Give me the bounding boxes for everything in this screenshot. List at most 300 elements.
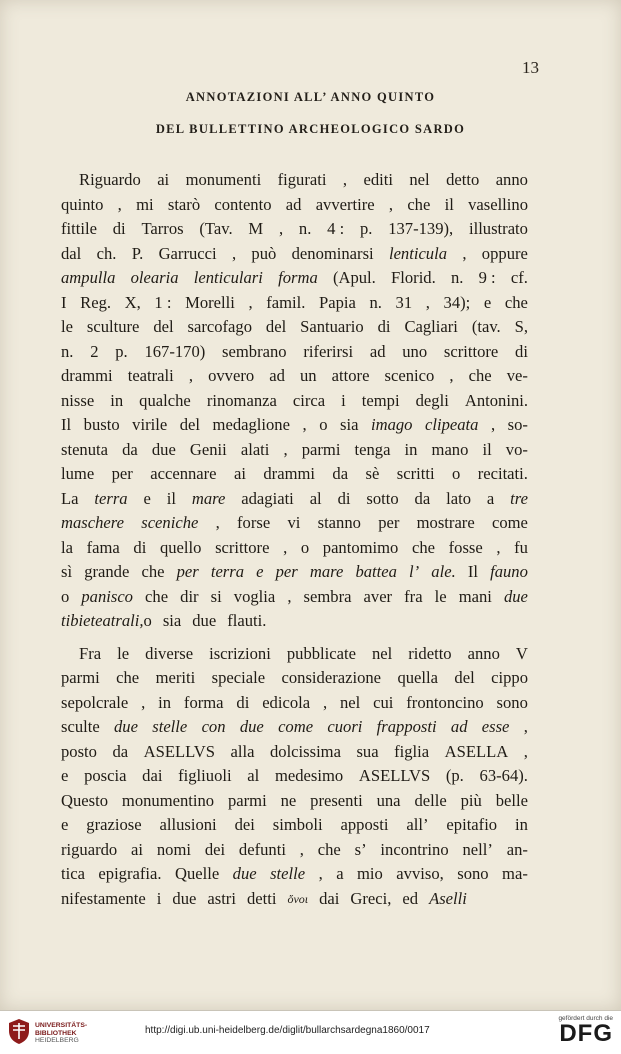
- word: a: [336, 864, 344, 883]
- word: ai: [157, 170, 170, 189]
- word: ,: [117, 194, 122, 214]
- word: degli: [415, 390, 449, 410]
- word: epitafio: [446, 815, 498, 834]
- word: pubblicate: [286, 643, 356, 663]
- word: scritti: [396, 464, 435, 483]
- word: ,: [299, 839, 304, 859]
- word: dir: [180, 586, 199, 606]
- word: fra: [404, 586, 423, 606]
- word: ve-: [506, 366, 528, 385]
- word: ai: [131, 839, 144, 859]
- word: n.: [369, 292, 382, 312]
- word: adagiati: [241, 488, 294, 508]
- word: dai: [142, 766, 163, 785]
- text-line: [61, 642, 528, 667]
- word: quinto: [61, 194, 104, 214]
- text-line: [61, 666, 528, 691]
- word: più: [460, 790, 482, 810]
- word: lume: [61, 464, 95, 483]
- word: 137-139),: [388, 219, 454, 238]
- word: anno: [495, 170, 528, 189]
- word: avvertire: [315, 194, 375, 214]
- word: da: [332, 464, 349, 483]
- word: detto: [446, 170, 480, 189]
- viewer-footer: [0, 1010, 621, 1054]
- text-line: [61, 291, 528, 316]
- word: l’: [409, 562, 420, 581]
- permalink-url[interactable]: http://digi.ub.uni-heidelberg.de/diglit/bullarchsardegna1860/0017: [145, 1025, 430, 1036]
- word: pantomimo: [322, 537, 399, 557]
- word: ,: [287, 586, 292, 606]
- word: quello: [159, 537, 202, 557]
- word: che: [145, 586, 169, 606]
- word: ,: [322, 692, 328, 712]
- word: Quelle: [174, 864, 220, 883]
- word: ,: [449, 366, 454, 385]
- word: vi: [287, 513, 301, 532]
- word: ne: [280, 790, 297, 810]
- word: Aselli: [429, 888, 467, 908]
- library-name-line1: UNIVERSITÄTS-: [35, 1022, 88, 1029]
- word: i: [156, 888, 162, 908]
- word: e: [143, 488, 151, 508]
- word: Reg.: [80, 292, 112, 312]
- word: voglia: [233, 586, 276, 606]
- word: aver: [363, 586, 393, 606]
- word: ,: [248, 292, 253, 312]
- word: ,: [318, 864, 323, 883]
- word: busto: [83, 415, 120, 434]
- word: graziose: [86, 815, 142, 834]
- word: che: [317, 839, 341, 859]
- word: n.: [450, 268, 464, 287]
- word: che: [116, 668, 140, 687]
- word: di: [377, 317, 391, 336]
- word: di: [133, 537, 147, 557]
- word: ,: [342, 170, 348, 189]
- word: edicola: [262, 692, 311, 712]
- word: due: [503, 586, 528, 606]
- text-line: [61, 609, 528, 634]
- word: apposti: [340, 815, 389, 834]
- word: ad: [269, 366, 285, 385]
- word: meriti: [155, 668, 196, 687]
- word: stanno: [317, 513, 361, 532]
- word: Riguardo: [79, 170, 141, 189]
- word: vo-: [505, 439, 528, 459]
- word: ed: [402, 888, 419, 908]
- word: X,: [124, 292, 141, 312]
- word: teatrali: [127, 366, 174, 385]
- word: che: [504, 292, 528, 312]
- word: an-: [506, 839, 528, 859]
- text-line: [61, 887, 528, 912]
- word: sua: [356, 741, 379, 761]
- word: due: [232, 864, 257, 883]
- word: sono: [457, 864, 489, 883]
- word: cippo: [491, 668, 528, 687]
- word: Genii: [189, 439, 227, 459]
- word: ,: [302, 415, 307, 434]
- word: Fra: [79, 643, 102, 663]
- word: famil.: [266, 292, 306, 312]
- word: sono: [496, 692, 528, 712]
- text-line: [61, 691, 528, 716]
- word: ASELLVS: [143, 741, 215, 761]
- word: virile: [132, 415, 168, 434]
- word: del: [454, 668, 475, 687]
- word: avviso,: [396, 864, 444, 883]
- text-line: [61, 585, 528, 610]
- word: mare: [191, 488, 226, 508]
- word: rinomanza: [206, 390, 277, 410]
- word: 34);: [443, 292, 471, 312]
- word: riferirsi: [303, 341, 354, 361]
- word: stenuta: [61, 439, 109, 459]
- word: in: [158, 692, 172, 712]
- word: tre: [510, 488, 528, 508]
- word: 9 :: [478, 268, 496, 287]
- word: o: [319, 415, 328, 434]
- word: P.: [131, 243, 144, 263]
- word: ,: [188, 366, 193, 385]
- subtitle-heading: DEL BULLETTINO ARCHEOLOGICO SARDO: [155, 122, 466, 136]
- word: di: [112, 219, 126, 238]
- word: monumenti: [185, 170, 262, 189]
- word: ,: [523, 741, 528, 761]
- word: dal: [61, 243, 82, 263]
- word: un: [300, 366, 317, 385]
- word: di: [515, 341, 528, 361]
- word: sotto: [366, 488, 399, 508]
- word: cuori: [327, 717, 363, 736]
- word: ad: [369, 341, 386, 361]
- word: sculte: [61, 717, 100, 736]
- word: flauti.: [227, 611, 267, 630]
- word: tica: [61, 864, 85, 883]
- word: Greci,: [350, 888, 392, 908]
- text-line: [61, 438, 528, 463]
- text-line: [61, 487, 528, 512]
- word: all’: [406, 815, 429, 834]
- word: Questo: [61, 790, 109, 810]
- word: 2: [90, 341, 99, 361]
- word: forma: [183, 692, 224, 712]
- word: sepolcrale: [61, 692, 129, 712]
- text-line: [61, 560, 528, 585]
- word: 63-64).: [479, 766, 528, 785]
- word: e: [61, 766, 69, 785]
- word: nel: [339, 692, 361, 712]
- word: sculture: [86, 317, 140, 336]
- word: frontoncino: [406, 692, 484, 712]
- word: come: [278, 717, 314, 736]
- word: so-: [507, 415, 528, 434]
- word: starò: [167, 194, 201, 214]
- word: parmi: [227, 790, 267, 810]
- text-line: [61, 168, 528, 193]
- word: diverse: [145, 643, 194, 663]
- word: imago: [370, 415, 413, 434]
- word: dei: [234, 815, 255, 834]
- word: quella: [397, 668, 438, 687]
- word: ,: [283, 439, 288, 459]
- word: (Tav.: [199, 219, 233, 238]
- word: due: [172, 888, 197, 908]
- word: ASELLVS: [358, 766, 431, 785]
- text-line: [61, 462, 528, 487]
- word: (p.: [445, 766, 464, 785]
- word: si: [210, 586, 222, 606]
- word: teatrali,: [90, 611, 144, 630]
- word: ,: [462, 243, 467, 263]
- word: dolcissima: [269, 741, 341, 761]
- word: al: [309, 488, 322, 508]
- word: alati: [240, 439, 270, 459]
- page-number: 13: [522, 58, 539, 77]
- word: mani: [458, 586, 492, 606]
- word: ,: [388, 194, 394, 214]
- word: ma-: [502, 864, 528, 883]
- word: astri: [207, 888, 236, 908]
- word: la: [61, 537, 73, 557]
- word: 31: [395, 292, 413, 312]
- word: S,: [514, 317, 528, 336]
- text-line: [61, 389, 528, 414]
- text-line: [61, 242, 528, 267]
- title-heading: ANNOTAZIONI ALL’ ANNO QUINTO: [185, 90, 436, 104]
- word: tibie: [61, 611, 91, 630]
- word: ,: [523, 717, 528, 736]
- word: nell’: [462, 839, 493, 859]
- word: s’: [354, 839, 367, 859]
- word: o: [300, 537, 310, 557]
- word: mare: [309, 562, 344, 581]
- word: da: [112, 741, 129, 761]
- word: e: [61, 815, 69, 834]
- text-line: [61, 838, 528, 863]
- word: vasellino: [468, 194, 528, 214]
- sponsor-label: gefördert durch die: [558, 1015, 613, 1022]
- word: ,: [141, 692, 146, 712]
- word: epigrafia.: [98, 864, 162, 883]
- word: a: [486, 488, 495, 508]
- word: Florid.: [391, 268, 436, 287]
- word: Papia: [319, 292, 356, 312]
- word: battea: [355, 562, 397, 581]
- word: illustrato: [468, 219, 528, 238]
- university-seal-icon: [7, 1017, 31, 1045]
- word: nel: [409, 170, 430, 189]
- word: ampulla: [61, 268, 116, 287]
- word: oppure: [481, 243, 528, 263]
- word: medesimo: [274, 766, 344, 785]
- word: da: [414, 488, 431, 508]
- word: del: [265, 317, 287, 336]
- word: n.: [298, 219, 312, 238]
- word: drammi: [61, 366, 113, 385]
- word: le: [434, 586, 447, 606]
- word: ale.: [431, 562, 456, 581]
- word: ,: [215, 513, 220, 532]
- word: ,: [278, 219, 284, 238]
- word: circa: [292, 390, 326, 410]
- word: simboli: [272, 815, 323, 834]
- word: p.: [359, 219, 373, 238]
- word: qualche: [139, 390, 191, 410]
- text-line: [61, 364, 528, 389]
- word: sarcofago: [187, 317, 253, 336]
- word: del: [153, 317, 174, 336]
- word: in: [110, 390, 124, 410]
- word: dei: [204, 839, 226, 859]
- word: forse: [237, 513, 271, 532]
- word: posto: [61, 741, 97, 761]
- word: fu: [514, 537, 528, 557]
- word: lenticula: [388, 243, 448, 263]
- paragraph-gap: [61, 634, 528, 642]
- word: lenticulari: [193, 268, 263, 287]
- word: editi: [363, 170, 393, 189]
- word: forma: [278, 268, 318, 287]
- text-line: [61, 536, 528, 561]
- word: per: [275, 562, 298, 581]
- word: recitati.: [477, 464, 528, 483]
- text-line: [61, 217, 528, 242]
- text-line: [61, 813, 528, 838]
- text-line: [61, 193, 528, 218]
- word: accennare: [150, 464, 217, 483]
- word: mostrare: [416, 513, 475, 532]
- word: attore: [331, 366, 370, 385]
- word: fosse: [448, 537, 483, 557]
- word: in: [515, 815, 528, 834]
- word: per: [111, 464, 133, 483]
- word: ,: [425, 292, 430, 312]
- word: terra: [210, 562, 245, 581]
- text-line: [61, 715, 528, 740]
- word: maschere: [61, 513, 124, 532]
- word: per: [176, 562, 199, 581]
- word: Tarros: [141, 219, 184, 238]
- text-line: [61, 266, 528, 291]
- word: figurati: [277, 170, 327, 189]
- word: ,: [283, 537, 288, 557]
- word: Santuario: [300, 317, 364, 336]
- word: lato: [446, 488, 471, 508]
- word: nisse: [61, 390, 95, 410]
- word: nel: [371, 643, 393, 663]
- word: mio: [357, 864, 383, 883]
- word: fittile: [61, 219, 97, 238]
- word: frapposti: [376, 717, 437, 736]
- word: olearia: [130, 268, 179, 287]
- text-line: [61, 789, 528, 814]
- word: sembrano: [222, 341, 287, 361]
- word: le: [61, 317, 73, 336]
- text-line: [61, 315, 528, 340]
- word: presenti: [310, 790, 363, 810]
- word: p.: [115, 341, 128, 361]
- word: ὄνοι: [287, 891, 309, 906]
- word: defunti: [238, 839, 286, 859]
- word: due: [151, 439, 176, 459]
- word: Cagliari: [404, 317, 458, 336]
- word: o: [61, 586, 70, 606]
- word: scrittore: [215, 537, 270, 557]
- word: in: [404, 439, 418, 459]
- word: dai: [319, 888, 340, 908]
- word: 167-170): [144, 341, 206, 361]
- word: figlia: [394, 741, 430, 761]
- word: tenga: [354, 439, 391, 459]
- word: che: [141, 562, 165, 581]
- word: I: [61, 292, 67, 312]
- word: detti: [246, 888, 277, 908]
- text-line: [61, 511, 528, 536]
- word: due: [114, 717, 138, 736]
- sponsor-logo: [558, 1015, 613, 1046]
- word: due: [192, 611, 217, 630]
- library-name-line3: HEIDELBERG: [35, 1037, 79, 1045]
- library-name-line2: BIBLIOTHEK: [35, 1029, 77, 1037]
- word: sceniche: [141, 513, 199, 532]
- word: ,: [231, 243, 237, 263]
- word: 1 :: [154, 292, 172, 312]
- word: parmi: [301, 439, 341, 459]
- word: può: [251, 243, 277, 263]
- word: speciale: [211, 668, 266, 687]
- dfg-logo-text: DFG: [559, 1020, 613, 1047]
- word: con: [201, 717, 226, 736]
- word: stelle: [270, 864, 306, 883]
- word: al: [247, 766, 260, 785]
- word: denominarsi: [291, 243, 374, 263]
- word: stelle: [152, 717, 188, 736]
- word: 4 :: [327, 219, 345, 238]
- word: una: [376, 790, 401, 810]
- word: per: [378, 513, 400, 532]
- word: n.: [61, 341, 74, 361]
- word: panisco: [81, 586, 133, 606]
- word: ai: [233, 464, 246, 483]
- word: esse: [481, 717, 510, 736]
- word: di: [236, 692, 250, 712]
- word: clipeata: [425, 415, 479, 434]
- word: nomi: [156, 839, 191, 859]
- word: da: [122, 439, 138, 459]
- word: allusioni: [159, 815, 217, 834]
- word: nifestamente: [61, 888, 146, 908]
- word: sè: [365, 464, 380, 483]
- word: cui: [373, 692, 394, 712]
- word: ,: [496, 537, 501, 557]
- word: (Apul.: [332, 268, 376, 287]
- word: ad: [285, 194, 302, 214]
- word: La: [61, 488, 79, 508]
- word: sia: [340, 415, 359, 434]
- word: e: [256, 562, 264, 581]
- word: il: [444, 194, 454, 214]
- word: le: [117, 643, 130, 663]
- word: drammi: [263, 464, 315, 483]
- word: Morelli: [185, 292, 235, 312]
- word: il: [166, 488, 176, 508]
- word: belle: [495, 790, 528, 810]
- word: sia: [162, 611, 182, 630]
- word: e: [483, 292, 492, 312]
- word: ad: [450, 717, 468, 736]
